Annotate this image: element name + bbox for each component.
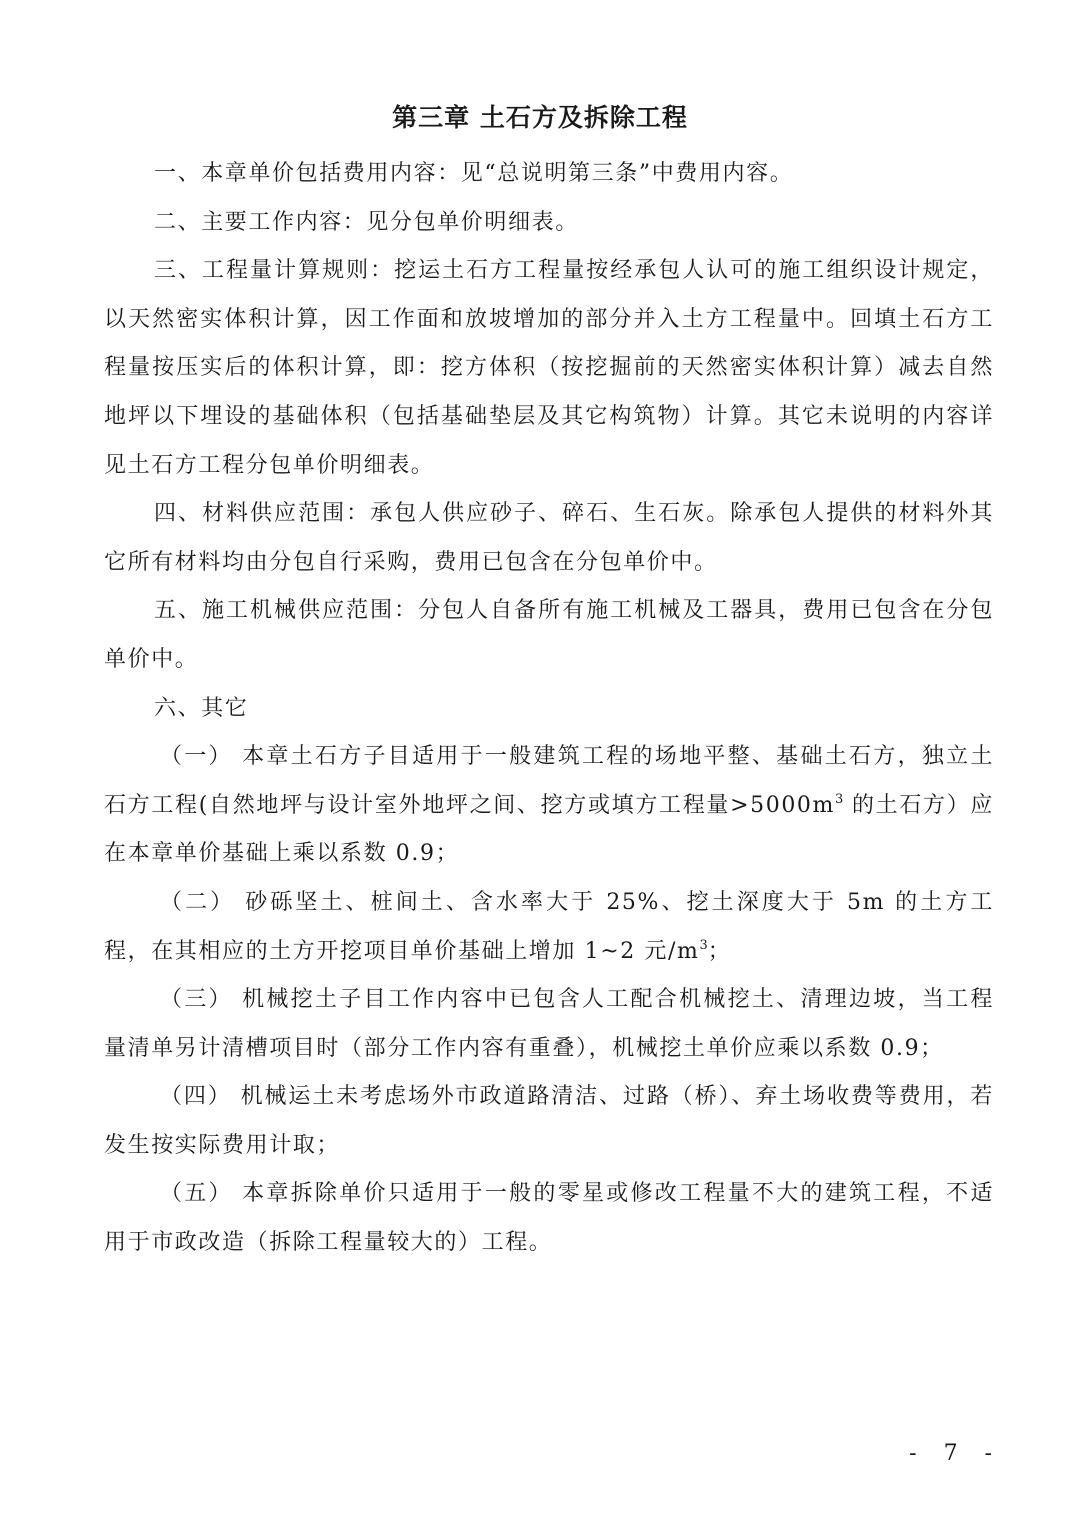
sub-item-1: [104, 733, 994, 879]
sub-item-5: （五） 本章拆除单价只适用于一般的零星或修改工程量不大的建筑工程，不适用于市政改造（拆除工程量较大的）工程。: [104, 1181, 994, 1256]
paragraph-6: 六、其它: [154, 695, 249, 721]
sub-item-2: [104, 879, 994, 976]
sub-item-4: （四） 机械运土未考虑场外市政道路清洁、过路（桥）、弃土场收费等费用，若发生按实际费用计取；: [104, 1084, 994, 1158]
page-number: - 7 -: [909, 1441, 1002, 1466]
chapter-title: 第三章 土石方及拆除工程: [392, 103, 688, 132]
paragraph-4: 四、材料供应范围：承包人供应砂子、碎石、生石灰。除承包人提供的材料外其它所有材料均由分包自行采购，费用已包含在分包单价中。: [104, 501, 994, 575]
paragraph-5: 五、施工机械供应范围：分包人自备所有施工机械及工器具，费用已包含在分包单价中。: [104, 598, 994, 672]
paragraph-1: 一、本章单价包括费用内容：见“总说明第三条”中费用内容。: [154, 161, 794, 186]
paragraph-3: 三、工程量计算规则：挖运土石方工程量按经承包人认可的施工组织设计规定，以天然密实体积计算，因工作面和放坡增加的部分并入土方工程量中。回填土石方工程量按压实后的体积计算，即：挖方体积（按挖掘前的天然密实体积计算）减去自然地坪以下埋设的基础体积（包括基础垫层及其它构筑物）计算。其它未说明的内容详见土石方工程分包单价明细表。: [104, 258, 994, 478]
sub-item-2-text-a: （二） 砂砾坚土、桩间土、含水率大于 25%、挖土深度大于 5m 的土方工程，在其相应的土方开挖项目单价基础上增加 1~2 元/m: [104, 889, 994, 964]
sub-item-1-text-b: 的土石方）应在本章单价基础上乘以系数 0.9；: [104, 792, 994, 867]
sub-item-2-text-b: ；: [707, 938, 732, 964]
sub-item-1-text-a: （一） 本章土石方子目适用于一般建筑工程的场地平整、基础土石方，独立土石方工程(自然地坪与设计室外地坪之间、挖方或填方工程量>5000m: [104, 744, 994, 818]
superscript-3: 3: [835, 791, 844, 807]
superscript-3: 3: [699, 937, 708, 953]
sub-item-3: （三） 机械挖土子目工作内容中已包含人工配合机械挖土、清理边坡，当工程量清单另计清槽项目时（部分工作内容有重叠），机械挖土单价应乘以系数 0.9；: [104, 987, 994, 1061]
body-text: [104, 150, 994, 1268]
paragraph-2: 二、主要工作内容：见分包单价明细表。: [154, 209, 579, 235]
